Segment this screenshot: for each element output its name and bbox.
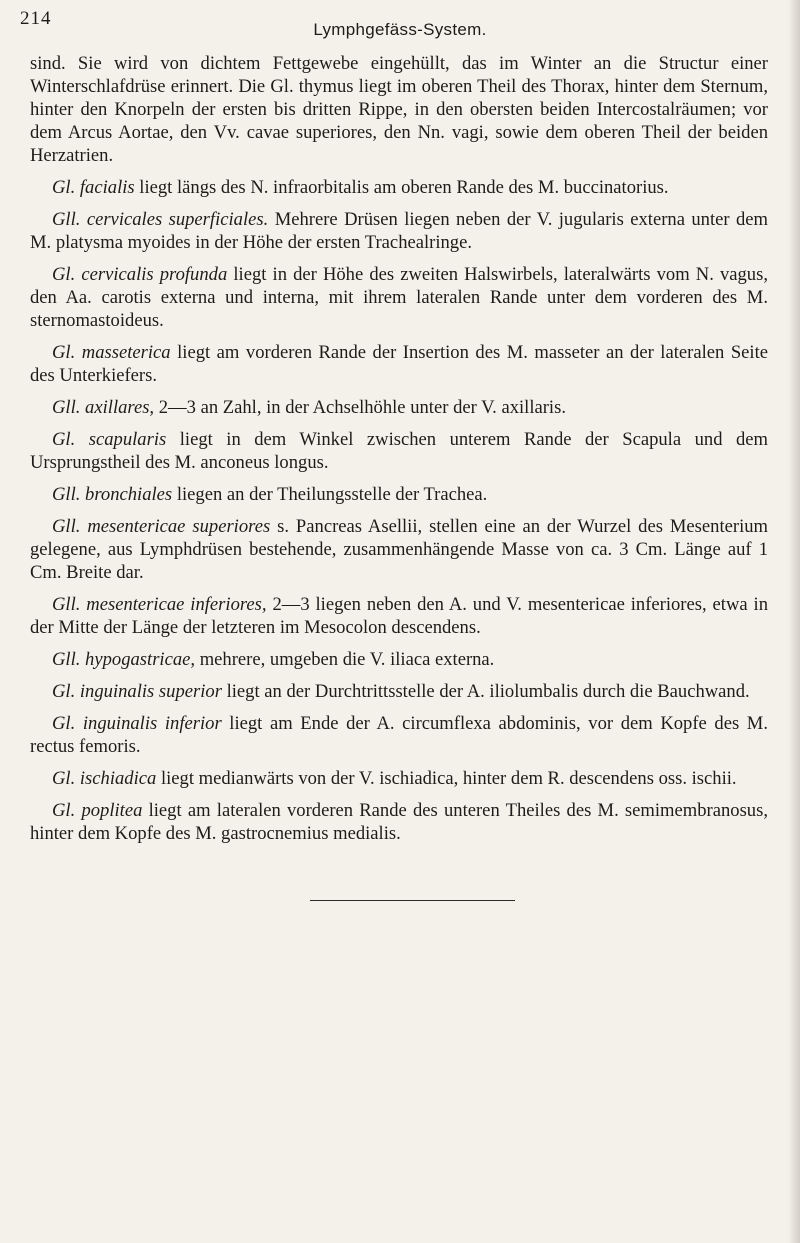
page-number: 214	[20, 8, 52, 29]
gland-entry	[30, 263, 768, 332]
gland-entry	[30, 593, 768, 639]
gland-entry	[30, 680, 768, 703]
running-title: Lymphgefäss-System.	[313, 20, 487, 39]
gland-entry	[30, 428, 768, 474]
gland-description: Mehrere Drüsen liegen neben der V. jugularis externa unter dem M. platysma myoides in der Höhe der ersten Trachealringe.	[30, 209, 768, 253]
gland-term: Gl. facialis	[52, 177, 135, 198]
gland-entry	[30, 396, 768, 419]
gland-description: liegt in der Höhe des zweiten Halswirbels, lateralwärts vom N. vagus, den Aa. carotis externa und interna, mit ihrem lateralen Rande unter dem vorderen des M. sternomastoideus.	[30, 264, 768, 331]
gland-description: liegt am lateralen vorderen Rande des unteren Theiles des M. semimembranosus, hinter dem Kopfe des M. gastrocnemius medialis.	[30, 800, 768, 844]
gland-description: 2—3 an Zahl, in der Achselhöhle unter der V. axillaris.	[154, 397, 566, 418]
body-text	[30, 52, 768, 854]
gland-description: liegt am Ende der A. circumflexa abdominis, vor dem Kopfe des M. rectus femoris.	[30, 713, 768, 757]
gland-description: liegt medianwärts von der V. ischiadica, hinter dem R. descendens oss. ischii.	[156, 768, 737, 789]
gland-term: Gll. bronchiales	[52, 484, 173, 505]
gland-entry	[30, 767, 768, 790]
gland-description: liegt an der Durchtrittsstelle der A. iliolumbalis durch die Bauchwand.	[221, 681, 750, 702]
gland-term: Gl. inguinalis superior	[52, 681, 222, 702]
section-end-rule	[310, 900, 515, 901]
gland-term: Gl. ischiadica	[52, 768, 157, 789]
gland-description: mehrere, umgeben die V. iliaca externa.	[195, 649, 495, 670]
intro-paragraph: sind. Sie wird von dichtem Fettgewebe eingehüllt, das im Winter an die Structur einer Winterschlafdrüse erinnert. Die Gl. thymus liegt im oberen Theil des Thorax, hinter dem Sternum, hinter den Knorpeln der ersten bis dritten Rippe, in den obersten beiden Intercostalräumen; vor dem Arcus Aortae, den Vv. cavae superiores, den Nn. vagi, sowie dem oberen Theil der beiden Herzatrien.	[30, 53, 768, 166]
gland-entry	[30, 799, 768, 845]
gland-term: Gll. axillares,	[52, 397, 155, 418]
gland-term: Gl. scapularis	[52, 429, 167, 450]
gland-entry	[30, 483, 768, 506]
gland-description: liegt in dem Winkel zwischen unterem Rande der Scapula und dem Ursprungstheil des M. anconeus longus.	[30, 429, 768, 473]
gland-term: Gl. poplitea	[52, 800, 143, 821]
gland-description: liegen an der Theilungsstelle der Trachea.	[172, 484, 488, 505]
gland-term: Gll. mesentericae superiores	[52, 516, 271, 537]
gland-term: Gll. hypogastricae,	[52, 649, 196, 670]
gland-entry	[30, 176, 768, 199]
gland-term: Gl. masseterica	[52, 342, 171, 363]
gland-entry	[30, 515, 768, 584]
gland-term: Gll. cervicales superficiales.	[52, 209, 269, 230]
gland-description: liegt am vorderen Rande der Insertion des M. masseter an der lateralen Seite des Unterkiefers.	[30, 342, 769, 386]
gland-description: s. Pancreas Asellii, stellen eine an der Wurzel des Mesenterium gelegene, aus Lymphdrüsen bestehende, zusammenhängende Masse von ca. 3 Cm. Länge auf 1 Cm. Breite dar.	[30, 516, 768, 583]
gland-entry	[30, 341, 768, 387]
gland-entry	[30, 648, 768, 671]
page-edge-shadow	[788, 0, 800, 1243]
gland-entry	[30, 208, 768, 254]
gland-term: Gl. inguinalis inferior	[52, 713, 222, 734]
gland-description: liegt längs des N. infraorbitalis am oberen Rande des M. buccinatorius.	[134, 177, 669, 198]
gland-term: Gll. mesentericae inferiores,	[52, 594, 267, 615]
gland-term: Gl. cervicalis profunda	[52, 264, 228, 285]
page-header	[20, 8, 780, 38]
gland-entry	[30, 712, 768, 758]
gland-description: 2—3 liegen neben den A. und V. mesentericae inferiores, etwa in der Mitte der Länge der letzteren im Mesocolon descendens.	[30, 594, 768, 638]
